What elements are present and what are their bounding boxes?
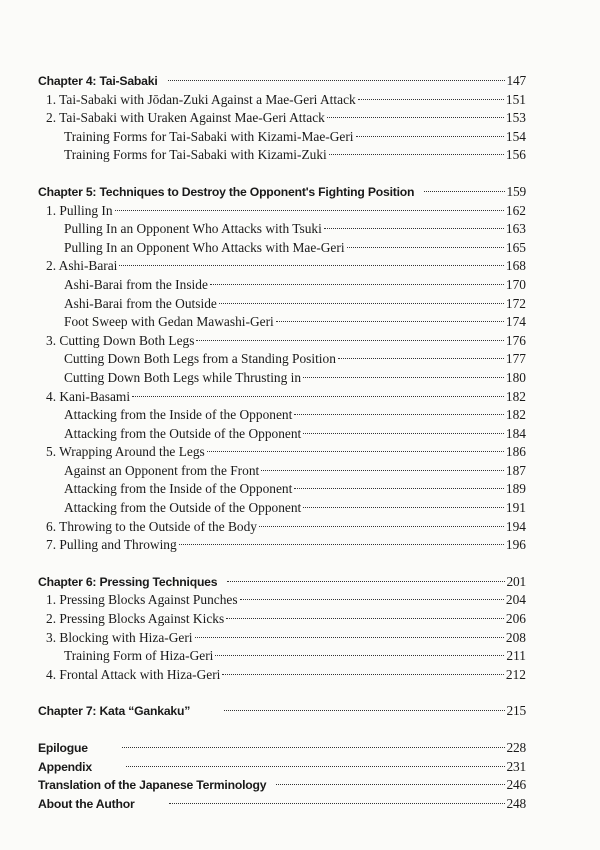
page-number: 186 — [505, 444, 526, 460]
entry-title: 7. Pulling and Throwing — [46, 537, 177, 553]
toc-entry — [38, 388, 526, 407]
page-number: 212 — [505, 666, 526, 682]
dot-leader — [261, 470, 504, 471]
page-number: 176 — [505, 332, 526, 348]
page-number: 170 — [505, 276, 526, 292]
page-number: 159 — [506, 183, 526, 199]
toc-section — [38, 573, 526, 685]
page-number: 204 — [505, 592, 526, 608]
toc-entry — [38, 425, 526, 444]
page-number: 191 — [505, 500, 526, 516]
page-number: 168 — [505, 258, 526, 274]
entry-title: Attacking from the Inside of the Opponent — [64, 481, 293, 497]
dot-leader — [226, 618, 504, 619]
toc-chapter-entry — [38, 776, 526, 795]
entry-title: 2. Pressing Blocks Against Kicks — [46, 611, 225, 627]
entry-title: 1. Pulling In — [46, 202, 113, 218]
entry-title: Ashi-Barai from the Inside — [64, 276, 208, 292]
entry-title: 5. Wrapping Around the Legs — [46, 444, 205, 460]
entry-title: Attacking from the Inside of the Opponent — [64, 407, 293, 423]
toc-chapter-entry — [38, 573, 526, 592]
dot-leader — [324, 228, 504, 229]
dot-leader — [327, 117, 504, 118]
entry-title: Against an Opponent from the Front — [64, 462, 260, 478]
page-number: 231 — [506, 758, 526, 774]
toc-entry — [38, 276, 526, 295]
toc-chapter-entry — [38, 702, 526, 721]
dot-leader — [215, 655, 504, 656]
toc-chapter-entry — [38, 183, 526, 202]
toc-entry — [38, 257, 526, 276]
toc-entry — [38, 128, 526, 147]
page-number: 215 — [506, 703, 526, 719]
dot-leader — [210, 284, 504, 285]
entry-title: Chapter 7: Kata “Gankaku” — [38, 704, 191, 719]
entry-title: Cutting Down Both Legs while Thrusting in — [64, 369, 302, 385]
entry-title: 1. Tai-Sabaki with Jōdan-Zuki Against a Mae-Geri Attack — [46, 91, 356, 107]
dot-leader — [119, 265, 504, 266]
toc-chapter-entry — [38, 795, 526, 814]
dot-leader — [303, 377, 504, 378]
toc-entry — [38, 499, 526, 518]
toc-entry — [38, 332, 526, 351]
page-number: 189 — [505, 481, 526, 497]
toc-entry — [38, 109, 526, 128]
entry-title: Attacking from the Outside of the Opponent — [64, 425, 302, 441]
entry-title: 3. Cutting Down Both Legs — [46, 332, 195, 348]
dot-leader — [207, 451, 504, 452]
dot-leader — [329, 154, 504, 155]
page-number: 182 — [505, 407, 526, 423]
toc-entry — [38, 443, 526, 462]
dot-leader — [222, 674, 504, 675]
page-number: 153 — [505, 110, 526, 126]
entry-title: 1. Pressing Blocks Against Punches — [46, 592, 238, 608]
dot-leader — [303, 433, 504, 434]
page-number: 246 — [506, 777, 526, 793]
dot-leader — [358, 99, 504, 100]
page-number: 156 — [505, 147, 526, 163]
page-number: 187 — [505, 462, 526, 478]
entry-title: Attacking from the Outside of the Opponent — [64, 500, 302, 516]
dot-leader — [294, 414, 504, 415]
toc-entry — [38, 647, 526, 666]
dot-leader — [179, 544, 504, 545]
entry-title: Training Form of Hiza-Geri — [64, 648, 214, 664]
entry-title: 6. Throwing to the Outside of the Body — [46, 518, 258, 534]
entry-title: Training Forms for Tai-Sabaki with Kizami-Mae-Geri — [64, 128, 354, 144]
dot-leader — [195, 637, 504, 638]
entry-title: 2. Tai-Sabaki with Uraken Against Mae-Geri Attack — [46, 110, 325, 126]
dot-leader — [227, 581, 504, 582]
dot-leader — [276, 321, 504, 322]
dot-leader — [168, 80, 505, 81]
toc-entry — [38, 295, 526, 314]
entry-title: Translation of the Japanese Terminology — [38, 778, 267, 793]
entry-title: About the Author — [38, 796, 135, 811]
toc-entry — [38, 350, 526, 369]
entry-title: Foot Sweep with Gedan Mawashi-Geri — [64, 314, 274, 330]
page-number: 248 — [506, 795, 526, 811]
toc-entry — [38, 369, 526, 388]
entry-title: Chapter 4: Tai-Sabaki — [38, 74, 158, 88]
page-number: 208 — [505, 629, 526, 645]
dot-leader — [219, 303, 504, 304]
toc-entry — [38, 610, 526, 629]
toc-section — [38, 72, 526, 165]
toc-entry — [38, 666, 526, 685]
page-number: 180 — [505, 369, 526, 385]
dot-leader — [259, 526, 504, 527]
dot-leader — [303, 507, 504, 508]
entry-title: Chapter 5: Techniques to Destroy the Opponent's Fighting Position — [38, 184, 415, 199]
entry-title: Pulling In an Opponent Who Attacks with Tsuki — [64, 221, 322, 237]
toc-entry — [38, 220, 526, 239]
dot-leader — [240, 599, 504, 600]
toc-entry — [38, 536, 526, 555]
dot-leader — [224, 710, 504, 711]
entry-title: Training Forms for Tai-Sabaki with Kizami-Zuki — [64, 147, 327, 163]
dot-leader — [338, 358, 504, 359]
entry-title: Pulling In an Opponent Who Attacks with Mae-Geri — [64, 239, 345, 255]
page-number: 228 — [506, 740, 526, 755]
page-number: 163 — [505, 221, 526, 237]
page-number: 147 — [506, 73, 526, 88]
page-number: 211 — [506, 648, 526, 664]
page-number: 177 — [505, 351, 526, 367]
page-number: 172 — [505, 295, 526, 311]
dot-leader — [169, 803, 505, 804]
toc-entry — [38, 202, 526, 221]
entry-title: 2. Ashi-Barai — [46, 258, 118, 274]
toc-entry — [38, 629, 526, 648]
dot-leader — [126, 766, 505, 767]
page-number: 184 — [505, 425, 526, 441]
entry-title: 4. Kani-Basami — [46, 388, 131, 404]
entry-title: Ashi-Barai from the Outside — [64, 295, 217, 311]
dot-leader — [132, 396, 504, 397]
entry-title: Chapter 6: Pressing Techniques — [38, 574, 218, 589]
toc-section — [38, 739, 526, 813]
toc-chapter-entry — [38, 72, 526, 91]
dot-leader — [294, 488, 504, 489]
dot-leader — [276, 784, 504, 785]
dot-leader — [115, 210, 504, 211]
toc-entry — [38, 91, 526, 110]
toc-entry — [38, 313, 526, 332]
toc-entry — [38, 146, 526, 165]
toc-entry — [38, 591, 526, 610]
entry-title: Epilogue — [38, 741, 88, 755]
toc-entry — [38, 462, 526, 481]
entry-title: Appendix — [38, 759, 92, 774]
page-number: 182 — [505, 388, 526, 404]
page-number: 196 — [505, 537, 526, 553]
dot-leader — [196, 340, 503, 341]
page-number: 174 — [505, 314, 526, 330]
dot-leader — [356, 136, 504, 137]
toc-chapter-entry — [38, 758, 526, 777]
page-number: 151 — [505, 91, 526, 107]
toc-entry — [38, 518, 526, 537]
toc-chapter-entry — [38, 739, 526, 758]
page-number: 154 — [505, 128, 526, 144]
toc-entry — [38, 480, 526, 499]
dot-leader — [122, 747, 505, 748]
entry-title: 3. Blocking with Hiza-Geri — [46, 629, 193, 645]
entry-title: 4. Frontal Attack with Hiza-Geri — [46, 666, 221, 682]
page-number: 162 — [505, 202, 526, 218]
page-number: 201 — [506, 573, 526, 589]
dot-leader — [347, 247, 504, 248]
dot-leader — [424, 191, 504, 192]
table-of-contents — [38, 72, 526, 813]
page-number: 206 — [505, 611, 526, 627]
toc-section — [38, 183, 526, 555]
toc-entry — [38, 406, 526, 425]
page-number: 165 — [505, 239, 526, 255]
toc-entry — [38, 239, 526, 258]
entry-title: Cutting Down Both Legs from a Standing Position — [64, 351, 336, 367]
toc-section — [38, 702, 526, 721]
page-number: 194 — [505, 518, 526, 534]
